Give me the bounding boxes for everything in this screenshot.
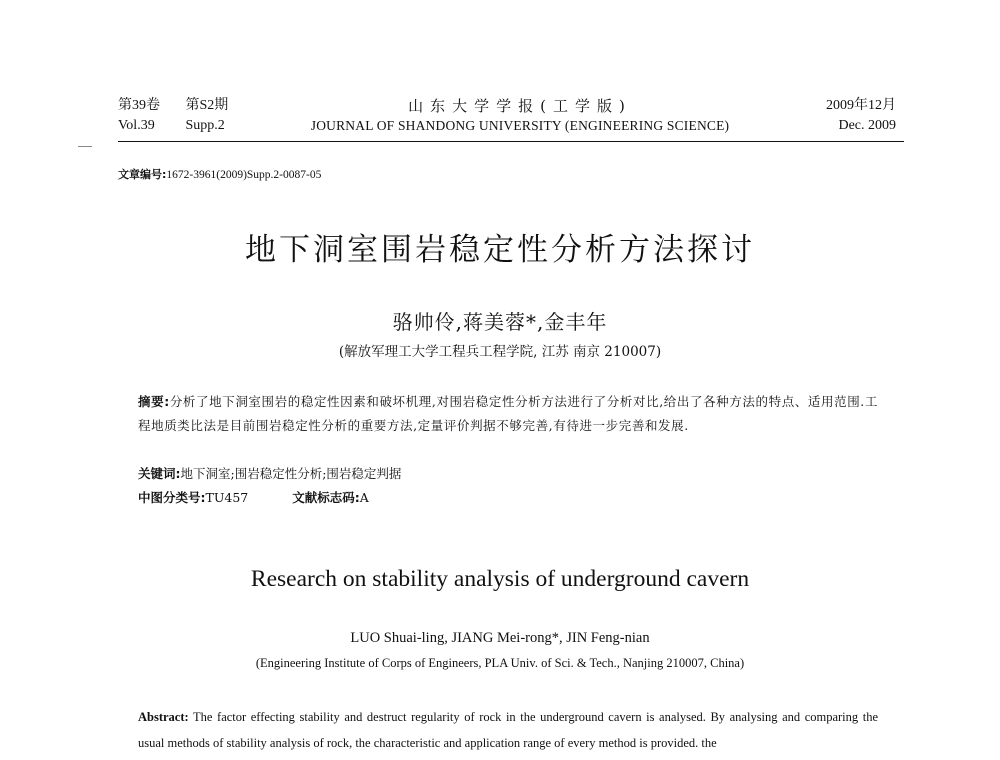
journal-name-cn: 山东大学学报(工学版): [408, 97, 632, 115]
clc-label: 中图分类号:: [138, 490, 206, 505]
issue-cn: 第S2期: [185, 98, 229, 113]
doc-code-value: A: [359, 490, 369, 505]
keywords-cn-label: 关键词:: [138, 466, 181, 481]
journal-name-en: JOURNAL OF SHANDONG UNIVERSITY (ENGINEERING SCIENCE): [310, 118, 730, 133]
header-date: [826, 96, 896, 136]
doc-code-label: 文献标志码:: [292, 490, 360, 505]
abstract-cn: [138, 390, 878, 438]
abstract-en-text: The factor effecting stability and destruct regularity of rock in the underground cavern is analysed. By analysing and comparing the usual methods of stability analysis of rock, the characteristic and application range of every method is provided. the: [138, 710, 878, 750]
volume-cn: 第39卷: [118, 98, 160, 113]
abstract-cn-text: 分析了地下洞室围岩的稳定性因素和破坏机理,对围岩稳定性分析方法进行了分析对比,给出了各种方法的特点、适用范围.工程地质类比法是目前围岩稳定性分析的重要方法,定量评价判据不够完善,有待进一步完善和发展.: [138, 394, 878, 433]
header-rule: [118, 141, 904, 142]
title-cn: 地下洞室围岩稳定性分析方法探讨: [245, 232, 755, 268]
header-volume-issue: [118, 96, 228, 136]
title-en: Research on stability analysis of underground cavern: [250, 566, 750, 592]
date-en: Dec. 2009: [838, 118, 896, 133]
clc-value: TU457: [205, 490, 249, 505]
article-number: [118, 166, 321, 182]
margin-mark: [78, 146, 92, 147]
abstract-en: [138, 704, 878, 756]
affiliation-en: (Engineering Institute of Corps of Engineers, PLA Univ. of Sci. & Tech., Nanjing 210007, China): [255, 656, 745, 670]
authors-en: LUO Shuai-ling, JIANG Mei-rong*, JIN Feng-nian: [350, 630, 650, 646]
authors-cn: 骆帅伶,蒋美蓉*,金丰年: [392, 310, 608, 334]
abstract-cn-label: 摘要:: [138, 394, 170, 409]
classification-line: [138, 486, 878, 510]
date-cn: 2009年12月: [826, 98, 896, 113]
article-number-label: 文章编号:: [118, 168, 167, 181]
header-journal-name: [300, 96, 740, 136]
abstract-en-label: Abstract:: [138, 710, 189, 724]
volume-en: Vol.39: [118, 118, 155, 133]
keywords-cn-text: 地下洞室;围岩稳定性分析;围岩稳定判据: [180, 466, 402, 481]
issue-en: Supp.2: [185, 118, 225, 133]
article-number-value: 1672-3961(2009)Supp.2-0087-05: [166, 169, 322, 181]
keywords-cn: [138, 462, 878, 486]
affiliation-cn: (解放军理工大学工程兵工程学院, 江苏 南京 210007): [338, 344, 662, 360]
